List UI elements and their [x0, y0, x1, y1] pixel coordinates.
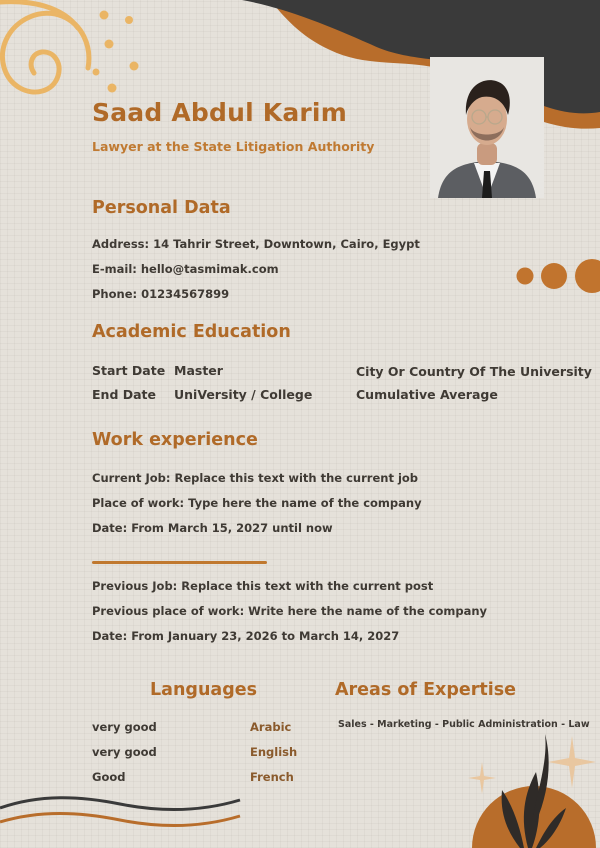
phone-text: Phone: 01234567899 [92, 287, 230, 301]
gold-dot [130, 62, 139, 71]
previous-date-text: Date: From January 23, 2026 to March 14, 2027 [92, 629, 400, 643]
previous-job-text: Previous Job: Replace this text with the current post [92, 579, 434, 593]
language-name: French [250, 770, 294, 784]
address-text: Address: 14 Tahrir Street, Downtown, Cairo, Egypt [92, 237, 420, 251]
degree-text: Master [174, 363, 223, 378]
job-title: Lawyer at the State Litigation Authority [92, 139, 375, 154]
education-heading: Academic Education [92, 322, 291, 342]
gold-dot [105, 40, 114, 49]
profile-photo [430, 57, 544, 198]
work-experience-heading: Work experience [92, 430, 258, 450]
gold-dot [100, 11, 109, 20]
current-place-text: Place of work: Type here the name of the company [92, 496, 422, 510]
gold-dot [125, 16, 133, 24]
university-location-text: City Or Country Of The University [356, 364, 592, 379]
end-date-label: End Date [92, 387, 157, 402]
personal-data-heading: Personal Data [92, 198, 231, 218]
expertise-heading: Areas of Expertise [335, 680, 517, 700]
dark-wave-line [0, 798, 240, 810]
orange-wave-line [0, 814, 240, 826]
languages-heading: Languages [150, 680, 258, 700]
language-level: very good [92, 720, 157, 734]
orange-dot-medium [541, 263, 567, 289]
orange-dot-small [517, 268, 534, 285]
gold-dot [93, 69, 100, 76]
gold-dot [108, 84, 117, 93]
language-name: Arabic [250, 720, 292, 734]
college-text: UniVersity / College [174, 387, 313, 402]
section-divider [92, 561, 267, 564]
sparkle-icon [548, 736, 596, 788]
orange-dot-large [575, 259, 600, 293]
previous-place-text: Previous place of work: Write here the name of the company [92, 604, 488, 618]
average-text: Cumulative Average [356, 387, 498, 402]
language-level: very good [92, 745, 157, 759]
language-level: Good [92, 770, 126, 784]
email-text: E-mail: hello@tasmimak.com [92, 262, 279, 276]
current-job-text: Current Job: Replace this text with the current job [92, 471, 419, 485]
expertise-text: Sales - Marketing - Public Administration - Law [338, 719, 590, 730]
start-date-label: Start Date [92, 363, 166, 378]
full-name: Saad Abdul Karim [92, 98, 347, 127]
current-date-text: Date: From March 15, 2027 until now [92, 521, 333, 535]
sparkle-icon [468, 762, 496, 794]
language-name: English [250, 745, 298, 759]
